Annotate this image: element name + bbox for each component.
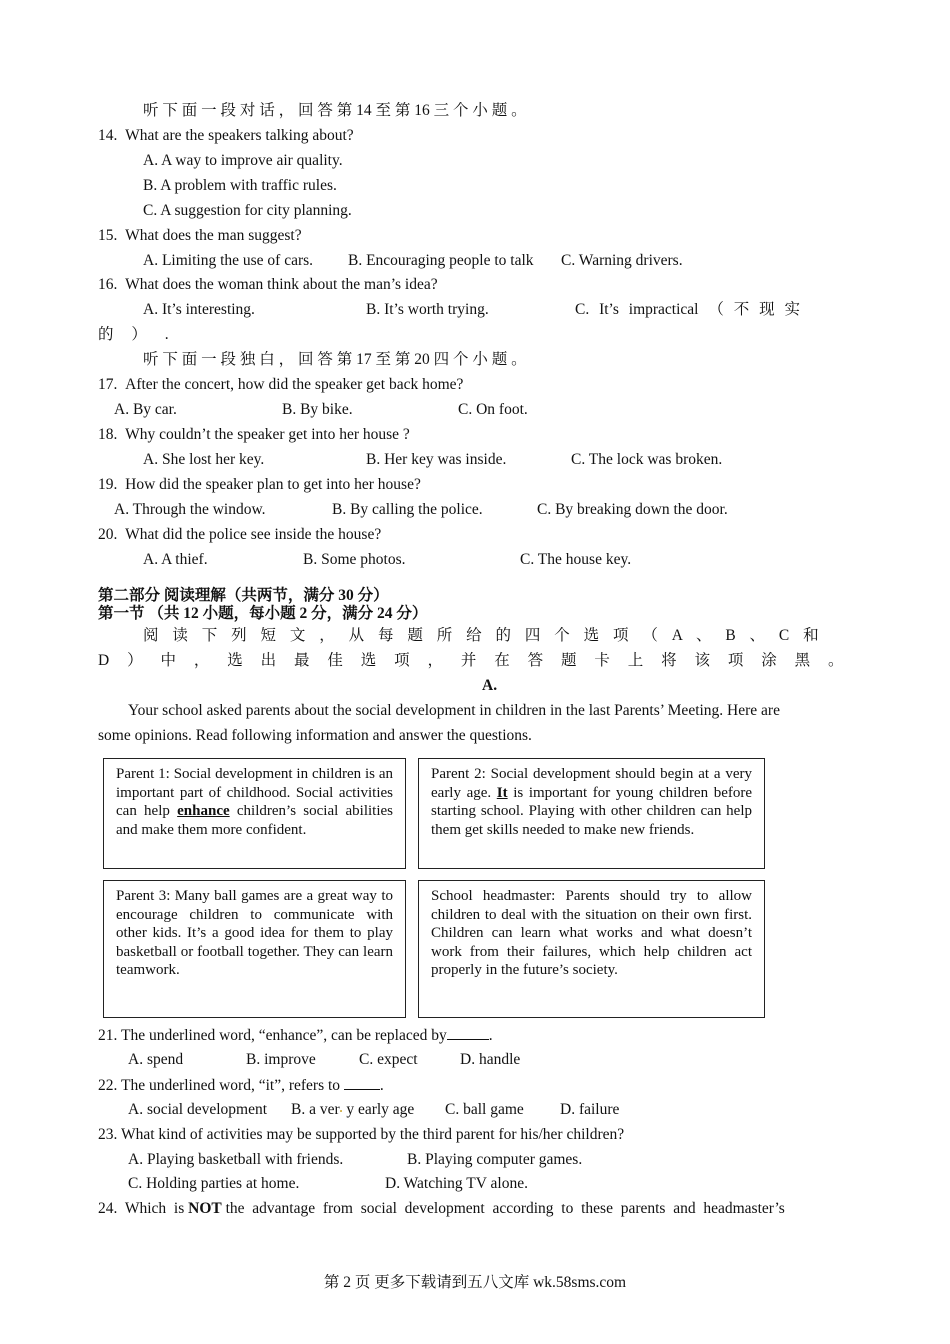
option-16c-cont: 的 ） . <box>98 326 169 343</box>
option-23d: D. Watching TV alone. <box>385 1175 528 1192</box>
reading-instruction-line2: D ） 中 ， 选 出 最 佳 选 项 ， 并 在 答 题 卡 上 将 该 项 涂 黑 。 <box>98 652 846 669</box>
option-19b: B. By calling the police. <box>332 501 483 518</box>
option-15c: C. Warning drivers. <box>561 252 683 269</box>
option-20c: C. The house key. <box>520 551 632 568</box>
option-22c: C. ball game <box>445 1101 524 1118</box>
question-22: 22. The underlined word, “it”, refers to . <box>98 1077 384 1094</box>
part-title: 第二部分 阅读理解（共两节，满分 30 分） <box>98 587 389 604</box>
option-21a: A. spend <box>128 1051 184 1068</box>
question-24: 24. Which is NOT the advantage from social development according to these parents and headmaster’s <box>98 1200 785 1217</box>
passage-intro-line2: some opinions. Read following information and answer the questions. <box>98 727 532 744</box>
option-19c: C. By breaking down the door. <box>537 501 728 518</box>
option-23a: A. Playing basketball with friends. <box>128 1151 344 1168</box>
opinion-box-headmaster: School headmaster: Parents should try to allow children to deal with the situation on their own first. Children can learn what works and what doesn’t work from their failures, which help children act properly in the future’s society. <box>418 880 765 1018</box>
option-22d: D. failure <box>560 1101 620 1118</box>
option-21d: D. handle <box>460 1051 521 1068</box>
question-14: 14. What are the speakers talking about? <box>98 127 354 144</box>
underlined-enhance: enhance <box>177 803 230 820</box>
option-17b: B. By bike. <box>282 401 353 418</box>
option-17a: A. By car. <box>114 401 177 418</box>
option-17c: C. On foot. <box>458 401 528 418</box>
opinion-box-parent2: Parent 2: Social development should begin at a very early age. It is important for young children before starting school. Playing with other children can help them get skills needed to make new friends. <box>418 758 765 869</box>
question-19: 19. How did the speaker plan to get into her house? <box>98 476 421 493</box>
passage-intro-line1: Your school asked parents about the social development in children in the last Parents’ Meeting. Here are <box>128 702 780 719</box>
question-17: 17. After the concert, how did the speaker get back home? <box>98 376 464 393</box>
question-18: 18. Why couldn’t the speaker get into her house ? <box>98 426 410 443</box>
option-20b: B. Some photos. <box>303 551 406 568</box>
section-title: 第一节 （共 12 小题，每小题 2 分，满分 24 分） <box>98 605 428 622</box>
option-14c: C. A suggestion for city planning. <box>143 202 352 219</box>
question-20: 20. What did the police see inside the house? <box>98 526 382 543</box>
option-18a: A. She lost her key. <box>143 451 265 468</box>
opinion-box-parent3: Parent 3: Many ball games are a great way to encourage children to communicate with other kids. It’s a good idea for them to play basketball or football together. They can learn teamwork. <box>103 880 406 1018</box>
question-15: 15. What does the man suggest? <box>98 227 302 244</box>
option-14a: A. A way to improve air quality. <box>143 152 343 169</box>
option-19a: A. Through the window. <box>114 501 266 518</box>
option-23c: C. Holding parties at home. <box>128 1175 300 1192</box>
question-23: 23. What kind of activities may be supported by the third parent for his/her children? <box>98 1126 625 1143</box>
option-16c: C. It’s impractical （ 不 现 实 <box>575 301 800 318</box>
underlined-it: It <box>496 784 508 801</box>
listening-instruction-2: 听 下 面 一 段 独 白 ， 回 答 第 17 至 第 20 四 个 小 题 。 <box>143 351 527 368</box>
opinion-box-parent1: Parent 1: Social development in children is an important part of childhood. Social activities can help enhance children’s social abilities and make them more confident. <box>103 758 406 869</box>
option-18c: C. The lock was broken. <box>571 451 723 468</box>
option-22b: B. a ver• y early age <box>291 1101 415 1118</box>
option-16a: A. It’s interesting. <box>143 301 255 318</box>
option-15b: B. Encouraging people to talk <box>348 252 534 269</box>
option-20a: A. A thief. <box>143 551 208 568</box>
option-21b: B. improve <box>246 1051 316 1068</box>
option-22a: A. social development <box>128 1101 268 1118</box>
option-18b: B. Her key was inside. <box>366 451 507 468</box>
passage-label: A. <box>482 677 498 694</box>
option-15a: A. Limiting the use of cars. <box>143 252 314 269</box>
option-21c: C. expect <box>359 1051 418 1068</box>
listening-instruction-1: 听 下 面 一 段 对 话 ， 回 答 第 14 至 第 16 三 个 小 题 。 <box>143 102 527 119</box>
option-16b: B. It’s worth trying. <box>366 301 489 318</box>
page-footer: 第 2 页 更多下载请到五八文库 wk.58sms.com <box>323 1274 627 1291</box>
question-16: 16. What does the woman think about the man’s idea? <box>98 276 438 293</box>
option-14b: B. A problem with traffic rules. <box>143 177 337 194</box>
option-23b: B. Playing computer games. <box>407 1151 583 1168</box>
reading-instruction-line1: 阅 读 下 列 短 文 ， 从 每 题 所 给 的 四 个 选 项 （ A 、 B 、 C 和 <box>143 627 821 644</box>
question-21: 21. The underlined word, “enhance”, can be replaced by . <box>98 1027 493 1044</box>
